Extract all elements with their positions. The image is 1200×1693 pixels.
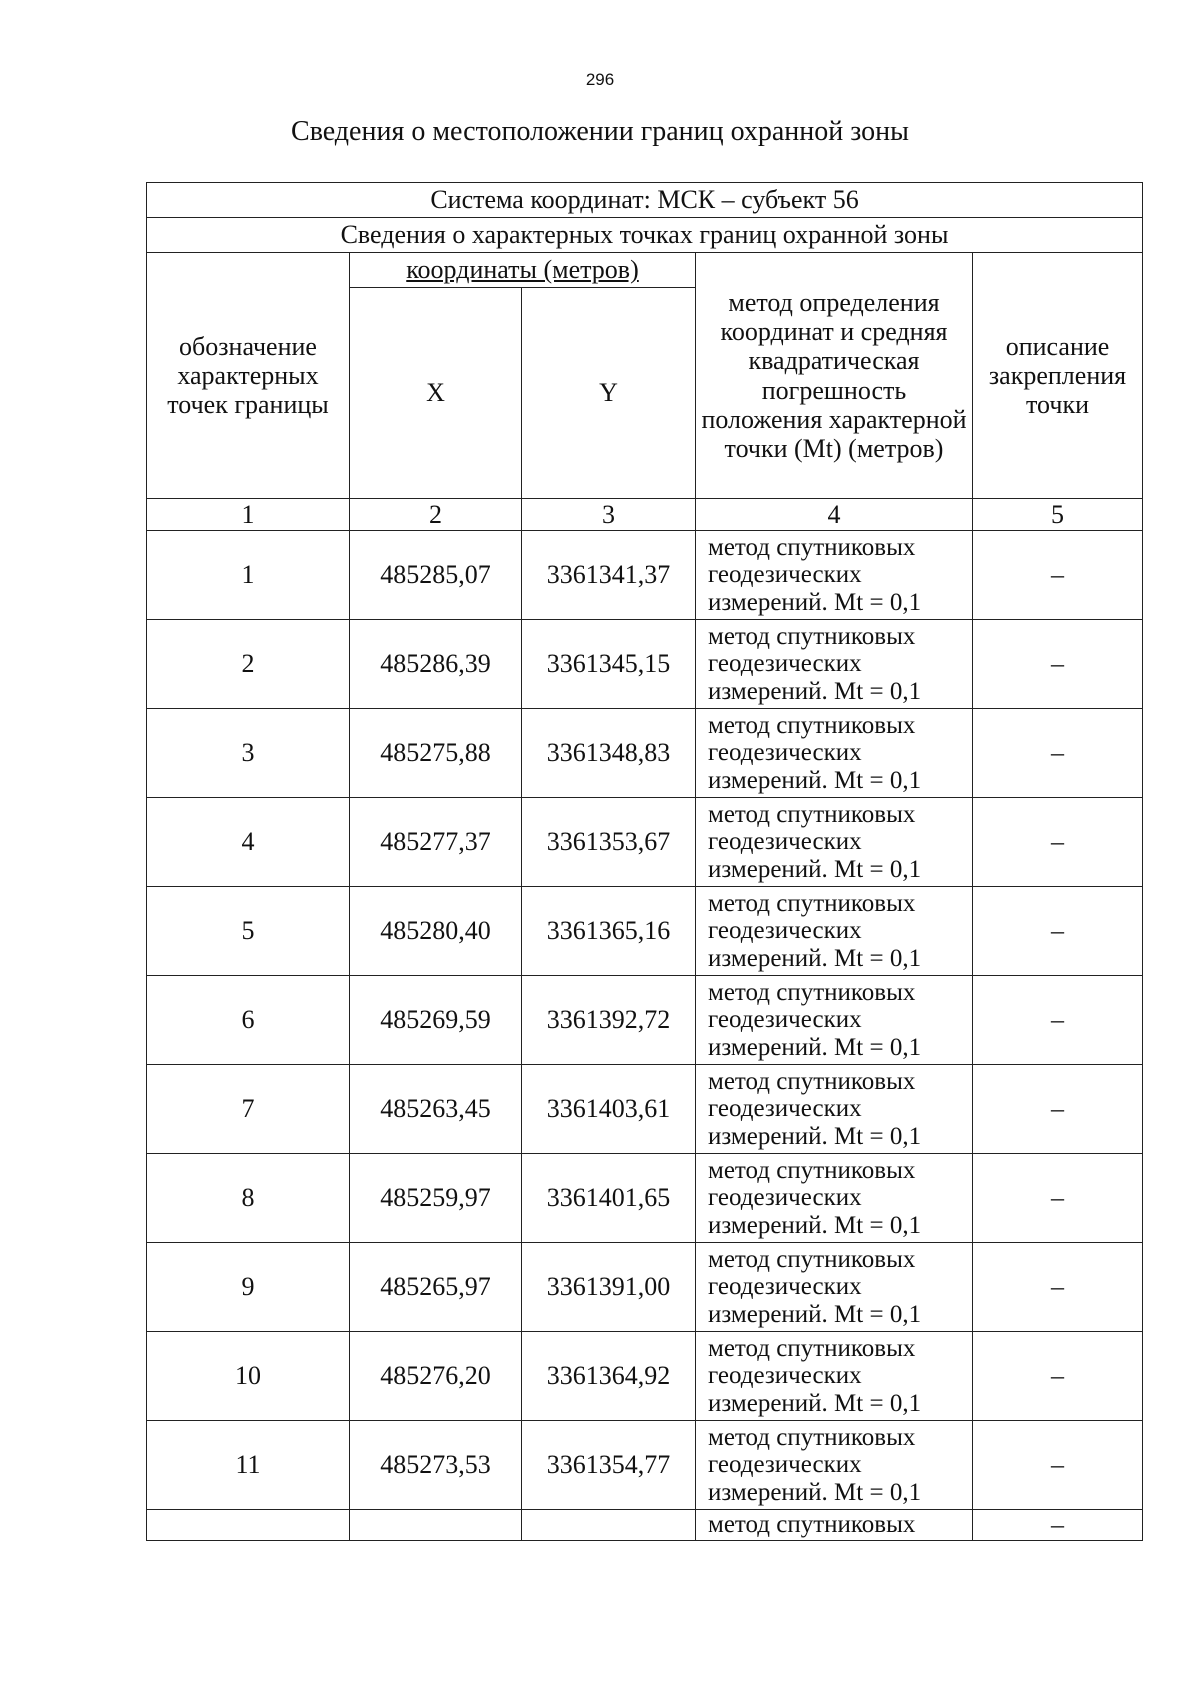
cell-y: 3361364,92 [522, 1332, 696, 1421]
cell-point: 9 [147, 1243, 350, 1332]
cell-point: 1 [147, 531, 350, 620]
cell-method: метод спутниковых геодезических измерений. Mt = 0,1 [696, 531, 973, 620]
cell-description: – [973, 1243, 1143, 1332]
cell-y: 3361365,16 [522, 887, 696, 976]
cell-description: – [973, 798, 1143, 887]
cell-method: метод спутниковых геодезических измерений. Mt = 0,1 [696, 976, 973, 1065]
table-row [147, 531, 1143, 620]
cell-description: – [973, 620, 1143, 709]
column-number: 2 [350, 499, 522, 531]
cell-y: 3361401,65 [522, 1154, 696, 1243]
cell-x: 485286,39 [350, 620, 522, 709]
cell-y: 3361354,77 [522, 1421, 696, 1510]
cell-point: 3 [147, 709, 350, 798]
cell-method: метод спутниковых геодезических измерений. Mt = 0,1 [696, 1154, 973, 1243]
cell-point: 11 [147, 1421, 350, 1510]
cell-x: 485259,97 [350, 1154, 522, 1243]
header-y: Y [522, 288, 696, 499]
cell-description: – [973, 1510, 1143, 1541]
cell-method: метод спутниковых геодезических измерений. Mt = 0,1 [696, 887, 973, 976]
table-row [147, 798, 1143, 887]
cell-description: – [973, 709, 1143, 798]
cell-method: метод спутниковых геодезических измерений. Mt = 0,1 [696, 620, 973, 709]
cell-x: 485273,53 [350, 1421, 522, 1510]
column-number: 4 [696, 499, 973, 531]
cell-method: метод спутниковых геодезических измерений. Mt = 0,1 [696, 798, 973, 887]
boundary-points-table [146, 182, 1143, 1541]
column-numbers-row [147, 499, 1143, 531]
cell-description: – [973, 1421, 1143, 1510]
cell-y [522, 1510, 696, 1541]
cell-point: 10 [147, 1332, 350, 1421]
table-subtitle: Сведения о характерных точках границ охранной зоны [147, 218, 1143, 253]
header-point-designation: обозначение характерных точек границы [147, 253, 350, 499]
cell-description: – [973, 976, 1143, 1065]
coordinate-system-caption: Система координат: МСК – субъект 56 [147, 183, 1143, 218]
cell-y: 3361341,37 [522, 531, 696, 620]
cell-method: метод спутниковых геодезических измерений. Mt = 0,1 [696, 1243, 973, 1332]
cell-method: метод спутниковых [696, 1510, 973, 1541]
cell-point: 8 [147, 1154, 350, 1243]
table-row [147, 709, 1143, 798]
cell-x: 485269,59 [350, 976, 522, 1065]
cell-x: 485275,88 [350, 709, 522, 798]
cell-point: 4 [147, 798, 350, 887]
cell-x: 485276,20 [350, 1332, 522, 1421]
table-row [147, 1243, 1143, 1332]
cell-y: 3361391,00 [522, 1243, 696, 1332]
cell-x: 485263,45 [350, 1065, 522, 1154]
cell-x: 485265,97 [350, 1243, 522, 1332]
table-row [147, 1154, 1143, 1243]
page-number: 296 [585, 70, 615, 89]
cell-x: 485285,07 [350, 531, 522, 620]
cell-x: 485277,37 [350, 798, 522, 887]
cell-description: – [973, 1065, 1143, 1154]
header-coordinates: координаты (метров) [350, 253, 696, 288]
cell-x: 485280,40 [350, 887, 522, 976]
column-number: 5 [973, 499, 1143, 531]
cell-description: – [973, 1332, 1143, 1421]
cell-point: 5 [147, 887, 350, 976]
cell-y: 3361345,15 [522, 620, 696, 709]
header-x: X [350, 288, 522, 499]
cell-description: – [973, 887, 1143, 976]
cell-method: метод спутниковых геодезических измерений. Mt = 0,1 [696, 1065, 973, 1154]
column-number: 1 [147, 499, 350, 531]
table-row [147, 620, 1143, 709]
cell-method: метод спутниковых геодезических измерений. Mt = 0,1 [696, 1332, 973, 1421]
header-description: описание закрепления точки [973, 253, 1143, 499]
cell-point: 6 [147, 976, 350, 1065]
cell-description: – [973, 1154, 1143, 1243]
cell-y: 3361392,72 [522, 976, 696, 1065]
page-title: Сведения о местоположении границ охранной зоны [291, 116, 909, 147]
cell-description: – [973, 531, 1143, 620]
cell-x [350, 1510, 522, 1541]
cell-point: 2 [147, 620, 350, 709]
table-row-partial [147, 1510, 1143, 1541]
column-number: 3 [522, 499, 696, 531]
cell-method: метод спутниковых геодезических измерений. Mt = 0,1 [696, 709, 973, 798]
table-row [147, 1065, 1143, 1154]
cell-point [147, 1510, 350, 1541]
cell-y: 3361348,83 [522, 709, 696, 798]
header-method: метод определения координат и средняя квадратическая погрешность положения характерной точки (Mt) (метров) [696, 253, 973, 499]
table-row [147, 887, 1143, 976]
table-row [147, 976, 1143, 1065]
table-row [147, 1421, 1143, 1510]
cell-point: 7 [147, 1065, 350, 1154]
cell-y: 3361353,67 [522, 798, 696, 887]
cell-method: метод спутниковых геодезических измерений. Mt = 0,1 [696, 1421, 973, 1510]
table-row [147, 1332, 1143, 1421]
cell-y: 3361403,61 [522, 1065, 696, 1154]
